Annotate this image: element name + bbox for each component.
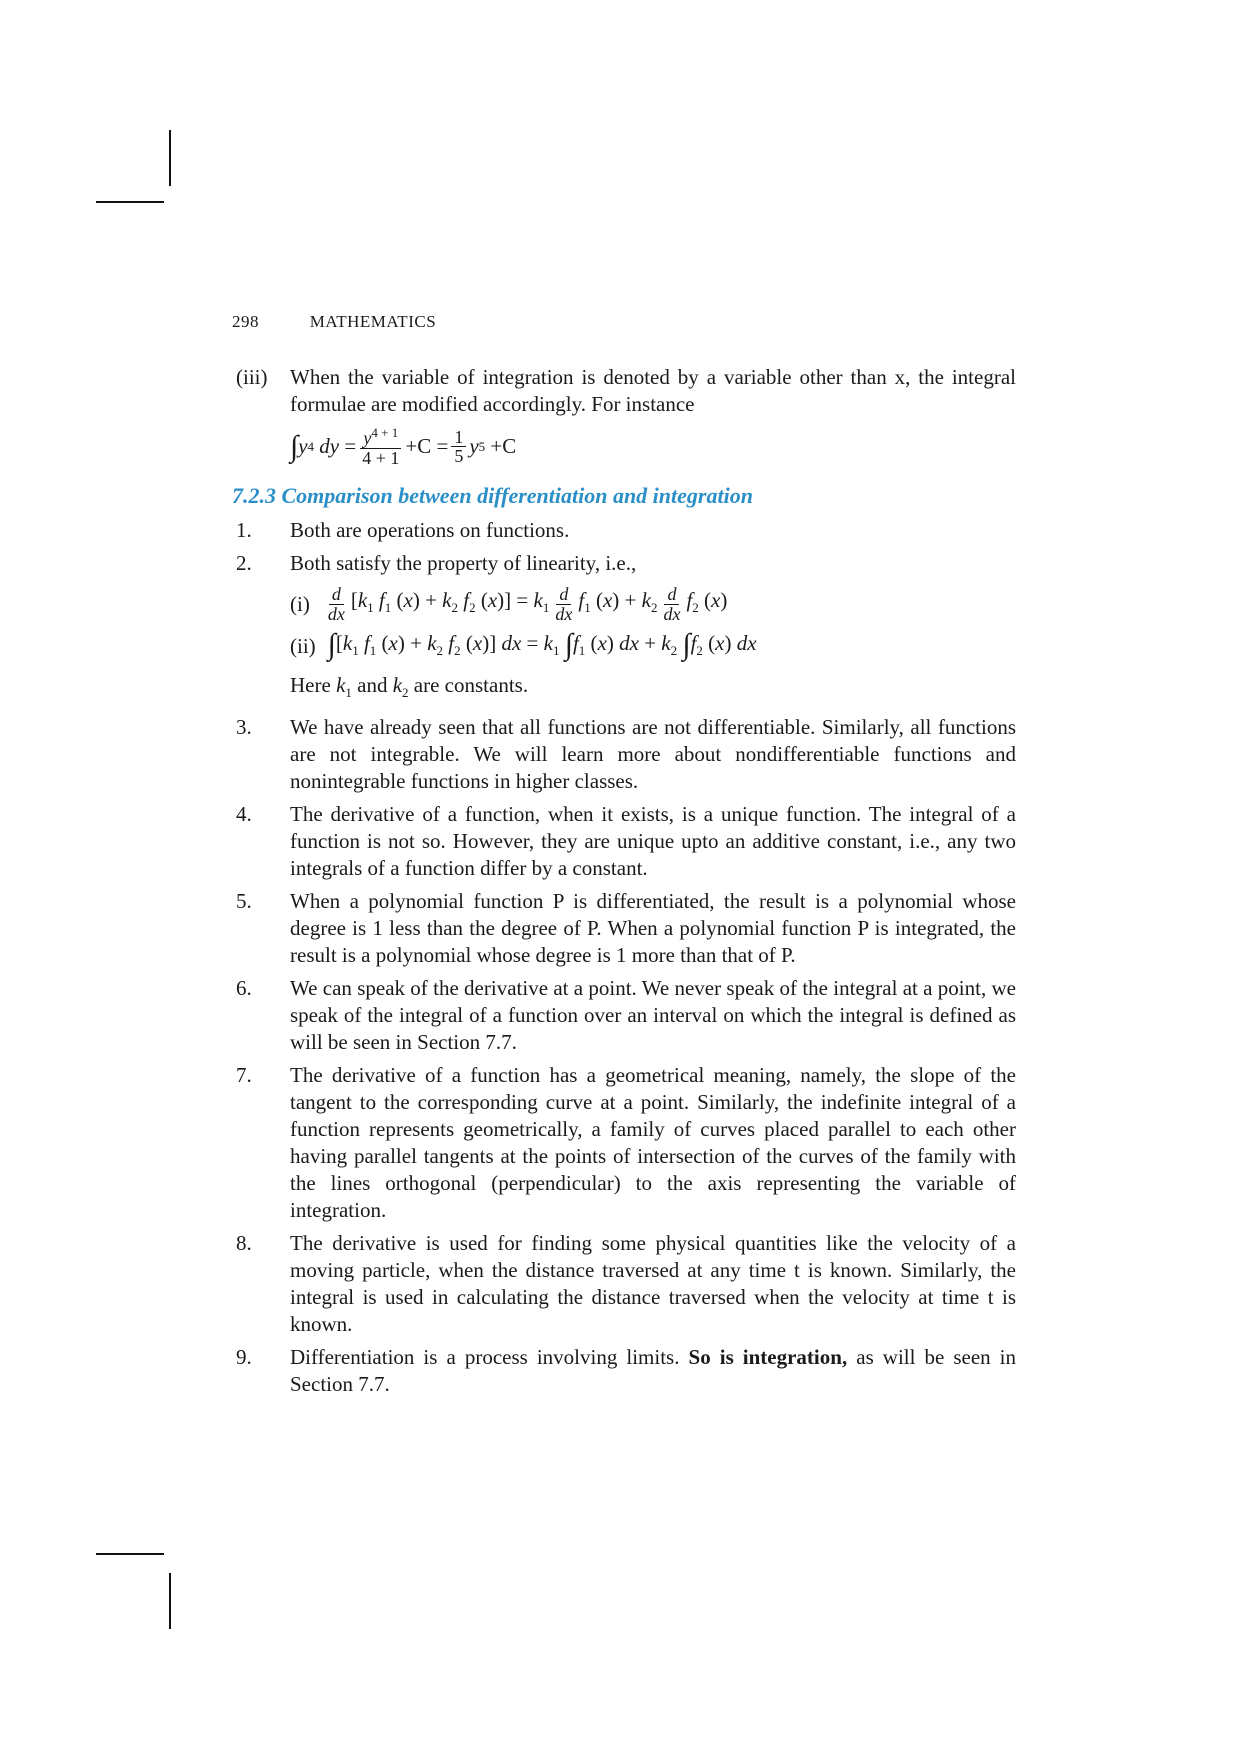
list-item-number: 3. <box>236 714 252 739</box>
here-prefix: Here <box>290 672 331 697</box>
running-header <box>232 312 436 332</box>
list-item-number: 2. <box>236 550 252 575</box>
crop-mark-top-horizontal <box>96 201 164 203</box>
d-den: dx <box>555 603 573 624</box>
item-iii-text: When the variable of integration is denoted by a variable other than x, the integral formulae are modified accordingly. For instance <box>290 365 1016 416</box>
eq-plus-c-2: +C <box>490 434 517 459</box>
d-num: d <box>556 585 571 605</box>
crop-mark-top-vertical <box>169 130 171 186</box>
frac1-den: 4 + 1 <box>362 447 400 468</box>
linearity-equations <box>290 585 1016 664</box>
term2-power: 5 <box>478 439 486 455</box>
d-den: dx <box>327 603 345 624</box>
list-item <box>236 714 1016 795</box>
linearity-eq-i: (i) $\frac{d}{dx}$ [$k_1$ $f_1$ $(x) + k_2$ $f_2$ $(x)] = k_1$ $\frac{d}{dx}$ $f_1$ $(x) + k_2$ $\frac{d}{dx}$ $f_2$ (x) <box>290 583 728 624</box>
list-item-number: 6. <box>236 975 252 1000</box>
page-number: 298 <box>232 312 259 331</box>
linearity-eq-ii: (ii) $\int[k_1$ $f_1$ $(x) + k_2$ $f_2$ (x)] dx = $k_1$ $\int f_1$ (x) dx + $k_2$ $\int f_2$ (x) dx <box>290 627 757 661</box>
list-item <box>236 975 1016 1056</box>
list-item <box>236 888 1016 969</box>
list-item <box>236 1062 1016 1224</box>
here-suffix: are constants. <box>413 672 529 697</box>
list-item-text: The derivative of a function has a geometrical meaning, namely, the slope of the tangent to the corresponding curve at a point. Similarly, the indefinite integral of a function represents geometrically, a family of curves placed parallel to each other having parallel tangents at the points of intersection of the curves of the family with the lines orthogonal (perpendicular) to the axis representing the variable of integration. <box>290 1062 1016 1222</box>
eq-equals-1: = <box>344 434 357 459</box>
eq-fraction-2 <box>451 428 466 467</box>
list-item-text: The derivative is used for finding some physical quantities like the velocity of a moving particle, when the distance traversed at any time t is known. Similarly, the integral is used in calculating the distance traversed when the velocity at time t is known. <box>290 1230 1016 1336</box>
list-item-text: Both satisfy the property of linearity, i.e., <box>290 550 637 575</box>
integral-sign: ∫ <box>290 429 299 463</box>
list-item <box>236 517 1016 544</box>
eq-integrand-power: 4 <box>307 439 315 455</box>
example-integral-equation <box>290 426 1016 468</box>
list-item-number: 9. <box>236 1344 252 1369</box>
k1-sub: 1 <box>345 684 352 700</box>
frac2-num: 1 <box>451 428 466 448</box>
eq-ii-label: (ii) <box>290 634 316 659</box>
list-item <box>236 550 1016 577</box>
term2-base: y <box>469 434 479 459</box>
list-item-text: When a polynomial function P is differentiated, the result is a polynomial whose degree is 1 less than the degree of P. When a polynomial function P is integrated, the result is a polynomial whose degree is 1 more than that of P. <box>290 888 1016 967</box>
list-item-text: We can speak of the derivative at a point. We never speak of the integral at a point, we speak of the integral of a function over an interval on which the integral is defined as will be seen in Section 7.7. <box>290 975 1016 1054</box>
section-title: Comparison between differentiation and integration <box>281 482 753 508</box>
d-num: d <box>329 585 344 605</box>
list-item <box>236 801 1016 882</box>
list-item-number: 1. <box>236 517 252 542</box>
item-iii <box>236 364 1016 418</box>
eq-i-label: (i) <box>290 591 310 616</box>
k1: k <box>336 672 346 697</box>
d-num: d <box>664 585 679 605</box>
list-item-number: 5. <box>236 888 252 913</box>
crop-mark-bottom-vertical <box>169 1573 171 1629</box>
eq-plus-c-1: +C <box>405 434 432 459</box>
item9-text-bold: So is integration, <box>688 1344 848 1369</box>
crop-mark-bottom-horizontal <box>96 1553 164 1555</box>
eq-integrand: y <box>298 434 308 459</box>
eq-equals-2: = <box>436 434 449 459</box>
subject-title: MATHEMATICS <box>309 312 437 331</box>
frac1-num-power: 4 + 1 <box>371 425 399 440</box>
item9-text-b: as will be seen in Section 7.7. <box>290 1344 1017 1396</box>
section-number: 7.2.3 <box>232 482 276 508</box>
list-item-text: The derivative of a function, when it exists, is a unique function. The integral of a function is not so. However, they are unique upto an additive constant, i.e., any two integrals of a function differ by a constant. <box>290 801 1016 880</box>
eq-dvar: dy <box>319 434 340 459</box>
list-item-text: We have already seen that all functions are not differentiable. Similarly, all functions are not integrable. We will learn more about nondifferentiable functions and nonintegrable functions in higher classes. <box>290 714 1016 793</box>
here-and: and <box>357 672 388 697</box>
section-heading <box>232 482 1016 509</box>
page-content <box>232 364 1017 1404</box>
list-item-number: 8. <box>236 1230 252 1255</box>
item-iii-label: (iii) <box>236 365 268 389</box>
k2: k <box>392 672 403 697</box>
k2-sub: 2 <box>402 684 409 700</box>
constants-note <box>290 672 1016 706</box>
list-item-number: 7. <box>236 1062 252 1087</box>
list-item-text: Both are operations on functions. <box>290 517 570 542</box>
frac1-num-base: y <box>363 428 372 448</box>
frac2-den: 5 <box>454 446 464 467</box>
list-item-text <box>290 1344 1016 1398</box>
item9-text-a: Differentiation is a process involving limits. <box>290 1344 680 1369</box>
d-den: dx <box>663 603 681 624</box>
list-item <box>236 1230 1016 1338</box>
eq-fraction-1 <box>359 426 402 468</box>
list-item-number: 4. <box>236 801 252 826</box>
list-item <box>236 1344 1016 1398</box>
